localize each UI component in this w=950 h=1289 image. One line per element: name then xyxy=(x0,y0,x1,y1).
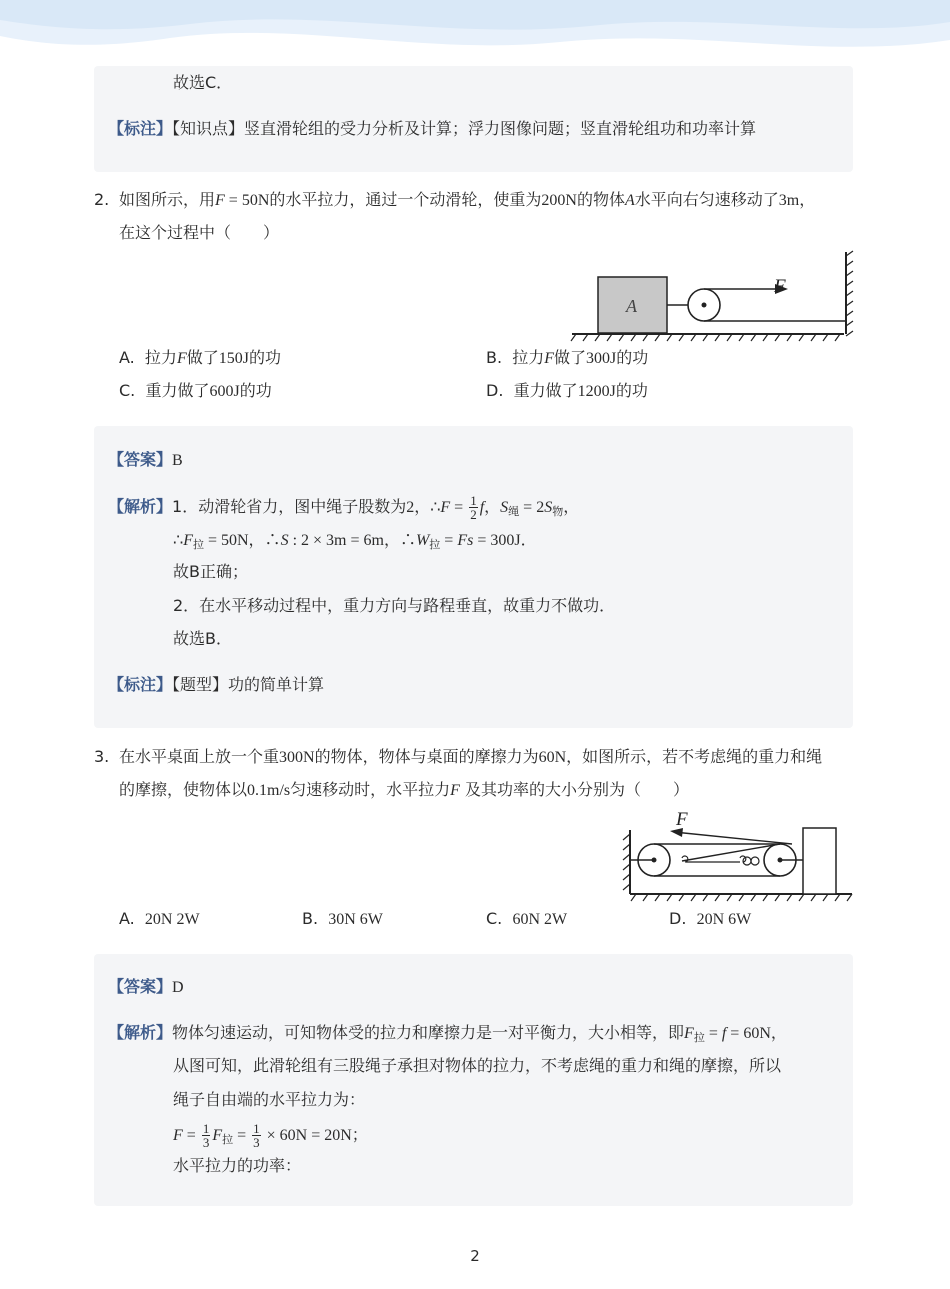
q2-stem-line1: 如图所示，用F = 50N的水平拉力，通过一个动滑轮，使重为200N的物体A水平向右匀速移动了3m， xyxy=(119,190,816,209)
q3-option-d[interactable]: D. 20N 6W xyxy=(669,909,752,928)
q3-option-c[interactable]: C. 60N 2W xyxy=(486,909,568,928)
note-text: 【知识点】竖直滑轮组的受力分析及计算；浮力图像问题；竖直滑轮组功和功率计算 xyxy=(172,119,757,138)
prev-note xyxy=(108,118,756,140)
q2-answer: 【答案】B xyxy=(108,450,183,469)
q3-analysis-1: 【解析】物体匀速运动，可知物体受的拉力和摩擦力是一对平衡力，大小相等，即$F_拉 = f = 60N$， xyxy=(108,1023,787,1044)
q2-option-c[interactable]: C. 重力做了600J的功 xyxy=(119,381,272,400)
q3-pulley-block-figure xyxy=(616,804,856,906)
force-f-label: F xyxy=(774,276,786,297)
q2-analysis-4: 2．在水平移动过程中，重力方向与路程垂直，故重力不做功． xyxy=(173,596,616,615)
q3-stem-line1: 在水平桌面上放一个重300N的物体，物体与桌面的摩擦力为60N，如图所示，若不考虑绳的重力和绳 xyxy=(119,747,823,766)
header-wave-decoration xyxy=(0,0,950,70)
q2-stem-line2: 在这个过程中（ ） xyxy=(119,223,280,242)
q3-analysis-5: 水平拉力的功率： xyxy=(173,1156,302,1175)
q2-analysis-5: 故选B． xyxy=(173,629,232,648)
q3-analysis-3: 绳子自由端的水平拉力为： xyxy=(173,1090,366,1109)
q3-analysis-4: F = $\frac{1}{3}$ $F_拉$ = $\frac{1}{3}$ × 60N = 20N； xyxy=(173,1121,368,1150)
q2-solution-box xyxy=(94,426,853,728)
prev-conclusion: 故选C． xyxy=(173,73,233,92)
note-tag: 【标注】 xyxy=(108,119,173,138)
q3-solution-box xyxy=(94,954,853,1206)
q2-analysis-2: $\therefore F_拉 = 50N$，∴S : 2 × 3m = 6m，$\therefore W_拉 = Fs = 300J$． xyxy=(173,530,537,551)
q2-pulley-figure xyxy=(568,248,858,346)
q3-force-f-label: F xyxy=(676,809,688,830)
q2-number: 2. xyxy=(94,190,110,209)
q2-analysis-1: 【解析】1．动滑轮省力，图中绳子股数为2，∴F = $\frac{1}{2}$ f，$S_绳 = 2S_物$， xyxy=(108,493,580,522)
q3-answer: 【答案】D xyxy=(108,977,184,996)
block-a-label: A xyxy=(626,296,637,316)
q2-option-b[interactable]: B. 拉力F做了300J的功 xyxy=(486,348,649,367)
page-number: 2 xyxy=(470,1247,480,1265)
q2-option-d[interactable]: D. 重力做了1200J的功 xyxy=(486,381,648,400)
q3-option-b[interactable]: B. 30N 6W xyxy=(302,909,383,928)
prev-solution-box xyxy=(94,66,853,172)
q2-option-a[interactable]: A. 拉力F做了150J的功 xyxy=(119,348,281,367)
q2-analysis-3: 故B正确； xyxy=(173,562,248,581)
q2-note: 【标注】【题型】功的简单计算 xyxy=(108,675,325,694)
q3-stem-line2: 的摩擦，使物体以0.1m/s匀速移动时，水平拉力F 及其功率的大小分别为（ ） xyxy=(119,780,690,799)
q3-option-a[interactable]: A. 20N 2W xyxy=(119,909,200,928)
q3-block xyxy=(803,828,836,894)
q3-analysis-2: 从图可知，此滑轮组有三股绳子承担对物体的拉力，不考虑绳的重力和绳的摩擦，所以 xyxy=(173,1056,782,1075)
q3-number: 3. xyxy=(94,747,110,766)
